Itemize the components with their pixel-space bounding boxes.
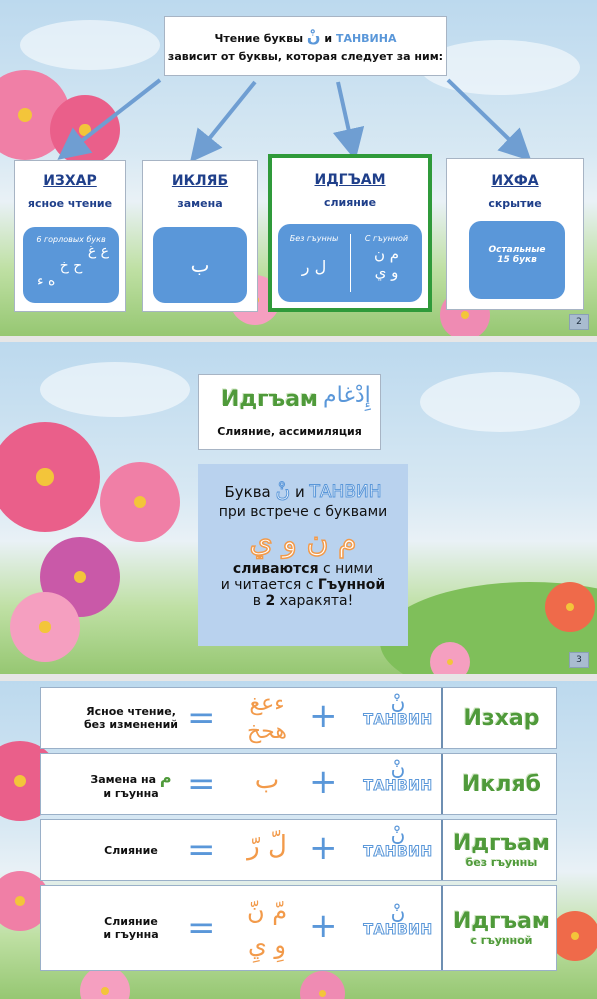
bold-word: Гъунной (317, 577, 386, 593)
label-line: без изменений (84, 718, 178, 731)
rule-name: Идгъам (452, 831, 551, 856)
and-text: и (324, 32, 333, 45)
rule-name: Икляб (462, 771, 541, 797)
nun-glyph: نْ (390, 756, 406, 780)
separator (441, 688, 443, 748)
label-line: и гъунна (103, 928, 159, 941)
body-text: харакята! (275, 593, 354, 609)
body-text: и читается с (220, 577, 318, 593)
separator (441, 820, 443, 880)
rule-name: Изхар (463, 705, 540, 731)
card-title: ИДГЪАМ (314, 172, 386, 188)
body-text: с ними (318, 561, 374, 577)
tanwin-word: ТАНВИНА (335, 32, 397, 45)
nun-glyph: نْ (275, 478, 291, 502)
nun-tanwin (359, 902, 437, 938)
card-inner (23, 227, 119, 303)
arabic-letters: ل ر (301, 257, 327, 276)
tanwin-word: ТАНВИН (363, 844, 433, 860)
body-text: Буква (224, 483, 271, 501)
arabic-letters: ع غ (87, 243, 109, 259)
flower (10, 592, 80, 662)
arabic-letter: ب (190, 253, 210, 277)
plus-sign: + (309, 696, 338, 736)
card-izhar (14, 160, 126, 312)
rule-cell (445, 688, 558, 748)
card-inner (469, 221, 565, 299)
nun-tanwin (359, 824, 437, 860)
arabic-letters: ح خ (59, 258, 83, 274)
arabic-letters: ه ء (37, 273, 56, 289)
rule-subtitle: с гъунной (470, 934, 533, 947)
nun-tanwin (359, 692, 437, 728)
nun-glyph: نْ (390, 690, 406, 714)
flower (0, 422, 100, 532)
separator (441, 754, 443, 814)
subtitle: Слияние, ассимиляция (217, 425, 362, 438)
label-line: Слияние (104, 843, 158, 857)
arabic-letters (227, 832, 307, 860)
plus-sign: + (309, 828, 338, 868)
equals-sign: = (187, 908, 216, 948)
inner-line: 15 букв (497, 255, 537, 265)
arrow (200, 82, 255, 150)
table-row (40, 885, 557, 971)
card-iklyab (142, 160, 258, 312)
inner-title: С гъунной (364, 234, 409, 243)
tanwin-word: ТАНВИН (309, 482, 382, 502)
equals-sign: = (187, 830, 216, 870)
slide-4 (0, 681, 597, 999)
card-idgham (268, 154, 432, 312)
arabic-letters (227, 690, 307, 746)
title-ru: Идгъам (221, 387, 319, 412)
cloud (420, 372, 580, 432)
inner-title: 6 горловых букв (36, 235, 106, 244)
label-line: Слияние (104, 915, 158, 928)
card-inner (278, 224, 422, 302)
card-sub: ясное чтение (27, 197, 113, 210)
card-sub: слияние (323, 196, 377, 209)
card-sub: замена (177, 197, 223, 210)
page-number: 3 (569, 652, 589, 668)
body-text: в (252, 593, 266, 609)
card-title: ИХФА (491, 173, 539, 189)
flower (430, 642, 470, 674)
separator (441, 886, 443, 970)
arabic-line: وِ يِ (247, 931, 286, 959)
inner-title: Без гъунны (289, 234, 339, 243)
nun-glyph: نْ (390, 822, 406, 846)
title-box (198, 374, 381, 450)
card-title: ИКЛЯБ (171, 173, 229, 189)
plus-sign: + (309, 906, 338, 946)
arabic-letters (227, 894, 307, 962)
table-row (40, 819, 557, 881)
title-ar: إِدْغام (323, 383, 371, 408)
slide-2 (0, 0, 597, 336)
rule-cell (445, 820, 558, 880)
nun-tanwin (359, 758, 437, 794)
bold-word: 2 (265, 593, 276, 609)
card-title: ИЗХАР (43, 173, 97, 189)
arabic-line: ءعغ (249, 691, 285, 716)
body-line2: при встрече с буквами (218, 504, 388, 520)
rule-name: Идгъам (452, 909, 551, 934)
label-line: Ясное чтение, (86, 705, 176, 718)
rule-box (198, 464, 408, 646)
rule-subtitle: без гъунны (465, 856, 538, 869)
flower (545, 582, 595, 632)
cloud (40, 362, 190, 417)
nun-glyph: نْ (306, 27, 321, 46)
equals-sign: = (187, 698, 216, 738)
tanwin-word: ТАНВИН (363, 712, 433, 728)
tanwin-word: ТАНВИН (363, 778, 433, 794)
title-text: Чтение буквы (214, 32, 304, 45)
letters: م ن و ي (249, 524, 357, 559)
arrow (70, 80, 160, 150)
arabic-letters: م ن (373, 245, 400, 263)
table-row (40, 753, 557, 815)
mim-glyph: م (159, 768, 172, 787)
card-ihfa (446, 158, 584, 310)
table-row (40, 687, 557, 749)
nun-glyph: نْ (390, 900, 406, 924)
page-number: 2 (569, 314, 589, 330)
arabic-letters: و ي (374, 263, 399, 281)
arrow (338, 82, 352, 145)
flower (100, 462, 180, 542)
title-line2: зависит от буквы, которая следует за ним: (167, 50, 444, 63)
without-ghunna (278, 224, 350, 302)
label-line: и гъунна (103, 787, 159, 800)
arrow (448, 80, 520, 150)
label-line: Замена на (90, 773, 156, 786)
and-text: и (295, 483, 305, 501)
equals-sign: = (187, 764, 216, 804)
with-ghunna (351, 224, 422, 302)
arabic-line: هحخ (246, 719, 287, 744)
card-sub: скрытие (488, 197, 542, 210)
arabic-line: مّ نّ (246, 897, 288, 925)
arabic-line: ب (254, 765, 280, 795)
tanwin-word: ТАНВИН (363, 922, 433, 938)
slide-3 (0, 342, 597, 674)
card-inner (153, 227, 247, 303)
plus-sign: + (309, 762, 338, 802)
flower (300, 971, 345, 999)
arabic-letters (227, 766, 307, 794)
inner-line: Остальные (488, 245, 546, 255)
arabic-line: لّ رّ (247, 831, 287, 861)
bold-word: сливаются (232, 561, 319, 577)
rule-cell (445, 886, 558, 970)
rule-cell (445, 754, 558, 814)
